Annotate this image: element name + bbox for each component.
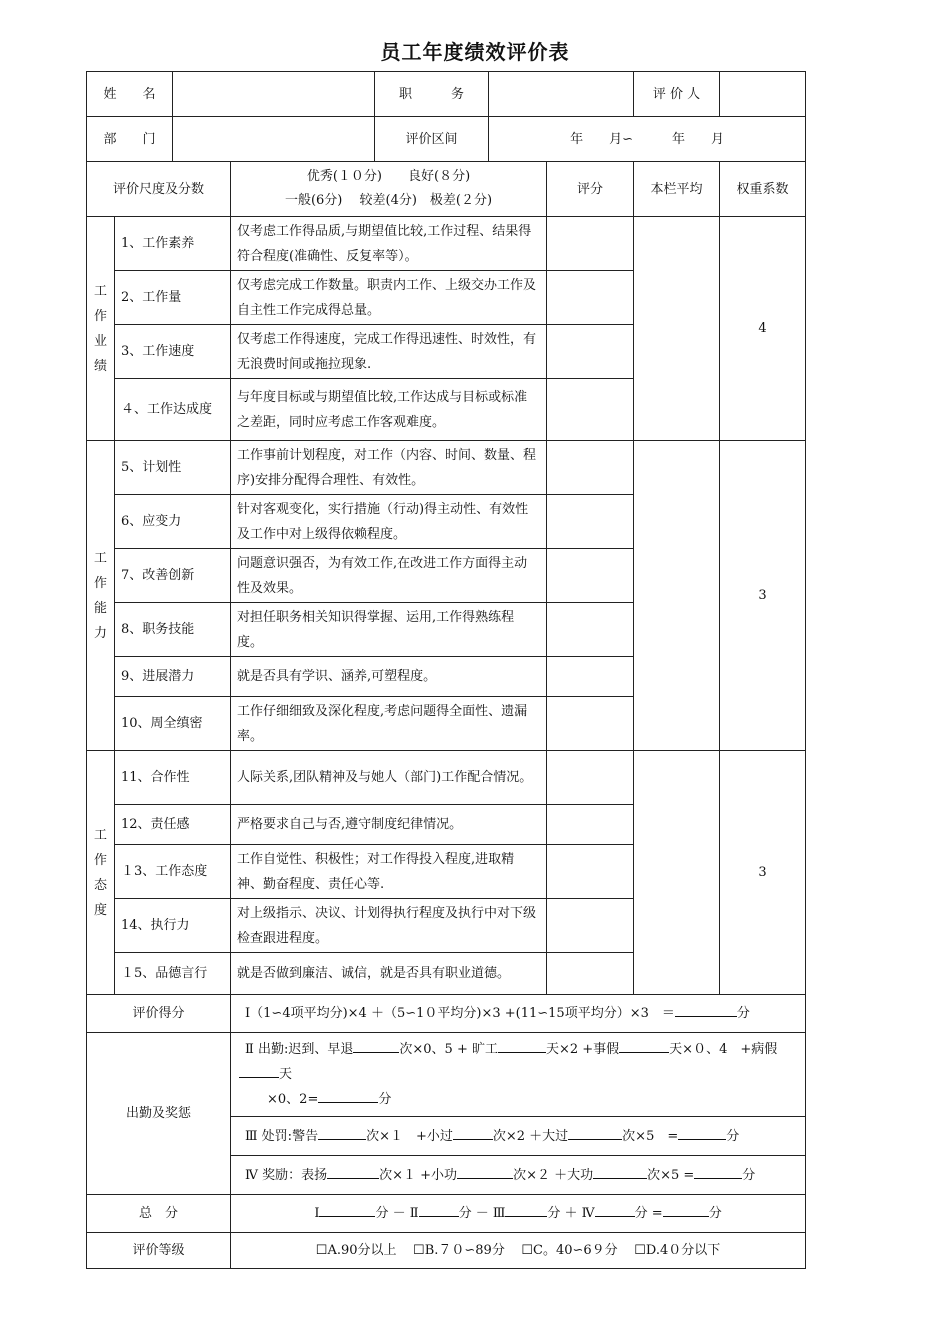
table-row: [87, 751, 806, 805]
evaluator-label: 评 价 人: [634, 72, 720, 117]
item-name: １3、工作态度: [115, 845, 231, 899]
attendance-label: 出勤及奖惩: [87, 1033, 231, 1195]
warning-blank[interactable]: [318, 1125, 366, 1140]
absent-days-blank[interactable]: [498, 1038, 546, 1053]
eval-score-blank[interactable]: [675, 1002, 737, 1017]
evaluation-table: [86, 71, 806, 1269]
scale-description: [231, 162, 547, 217]
minor-demerit-blank[interactable]: [453, 1125, 493, 1140]
item-description: 工作事前计划程度，对工作（内容、时间、数量、程序)安排分配得合理性、有效性。: [231, 441, 547, 495]
name-label: 姓 名: [87, 72, 173, 117]
item-description: 对担任职务相关知识得掌握、运用,工作得熟练程度。: [231, 603, 547, 657]
penalty-total-blank[interactable]: [678, 1125, 726, 1140]
score-cell[interactable]: [547, 899, 634, 953]
item-description: 针对客观变化，实行措施（行动)得主动性、有效性及工作中对上级得依赖程度。: [231, 495, 547, 549]
total-iii-blank[interactable]: [505, 1202, 547, 1217]
total-ii-blank[interactable]: [419, 1202, 459, 1217]
score-cell[interactable]: [547, 603, 634, 657]
category-work-ability: 工 作 能 力: [87, 441, 115, 751]
item-name: 1、工作素养: [115, 217, 231, 271]
table-row: [87, 217, 806, 271]
page-title: 员工年度绩效评价表: [380, 40, 570, 64]
weight-column-header: 权重系数: [720, 162, 806, 217]
average-cell[interactable]: [634, 217, 720, 441]
item-description: 严格要求自己与否,遵守制度纪律情况。: [231, 805, 547, 845]
total-result-blank[interactable]: [663, 1202, 709, 1217]
item-name: １5、品德言行: [115, 953, 231, 995]
score-cell[interactable]: [547, 549, 634, 603]
score-cell[interactable]: [547, 657, 634, 697]
total-iv-blank[interactable]: [595, 1202, 635, 1217]
attendance-line: Ⅱ 出勤:迟到、早退 次×0、5 + 旷工 天×2 +事假 天×０、4 +病假 天 ×0、2= 分: [231, 1033, 806, 1117]
item-name: 2、工作量: [115, 271, 231, 325]
sick-leave-blank[interactable]: [239, 1063, 279, 1078]
position-label: 职 务: [375, 72, 489, 117]
grade-d-checkbox[interactable]: ☐: [634, 1243, 646, 1258]
grade-label: 评价等级: [87, 1233, 231, 1269]
late-count-blank[interactable]: [353, 1038, 399, 1053]
reward-line: Ⅳ 奖励：表扬 次×１ +小功 次×２ ＋大功 次×5 = 分: [231, 1156, 806, 1195]
item-name: 10、周全缜密: [115, 697, 231, 751]
item-description: 工作自觉性、积极性；对工作得投入程度,进取精神、勤奋程度、责任心等.: [231, 845, 547, 899]
eval-score-formula: Ⅰ（1∽4项平均分)×4 ＋（5∽1０平均分)×3 +(11∽15项平均分）×3 ＝ 分: [231, 995, 806, 1033]
reward-total-blank[interactable]: [694, 1164, 742, 1179]
score-cell[interactable]: [547, 845, 634, 899]
weight-cell: 3: [720, 441, 806, 751]
period-label: 评价区间: [375, 117, 489, 162]
total-i-blank[interactable]: [319, 1202, 375, 1217]
penalty-line: Ⅲ 处罚:警告 次×１ +小过 次×2 ＋大过 次×5 = 分: [231, 1117, 806, 1156]
item-name: 9、进展潜力: [115, 657, 231, 697]
item-name: 6、应变力: [115, 495, 231, 549]
weight-cell: 4: [720, 217, 806, 441]
item-name: 8、职务技能: [115, 603, 231, 657]
average-cell[interactable]: [634, 441, 720, 751]
name-field[interactable]: [173, 72, 375, 117]
score-cell[interactable]: [547, 217, 634, 271]
item-name: 7、改善创新: [115, 549, 231, 603]
item-name: 5、计划性: [115, 441, 231, 495]
category-work-performance: 工 作 业 绩: [87, 217, 115, 441]
score-column-header: 评分: [547, 162, 634, 217]
score-cell[interactable]: [547, 379, 634, 441]
grade-a-checkbox[interactable]: ☐: [315, 1243, 328, 1258]
score-cell[interactable]: [547, 325, 634, 379]
item-description: 问题意识强否，为有效工作,在改进工作方面得主动性及效果。: [231, 549, 547, 603]
eval-score-label: 评价得分: [87, 995, 231, 1033]
major-demerit-blank[interactable]: [568, 1125, 622, 1140]
scale-line-1: 优秀(１０分) 良好(８分): [306, 169, 471, 184]
grade-b-checkbox[interactable]: ☐: [413, 1243, 425, 1258]
total-label: 总 分: [87, 1195, 231, 1233]
grade-c-checkbox[interactable]: ☐: [521, 1243, 534, 1258]
dept-label: 部 门: [87, 117, 173, 162]
item-description: 人际关系,团队精神及与她人（部门)工作配合情况。: [231, 751, 547, 805]
score-cell[interactable]: [547, 441, 634, 495]
item-description: 就是否具有学识、涵养,可塑程度。: [231, 657, 547, 697]
score-cell[interactable]: [547, 953, 634, 995]
table-row: [87, 441, 806, 495]
total-formula: Ⅰ 分 － Ⅱ 分 － Ⅲ 分 ＋ Ⅳ 分 = 分: [231, 1195, 806, 1233]
score-cell[interactable]: [547, 495, 634, 549]
minor-merit-blank[interactable]: [457, 1164, 513, 1179]
category-work-attitude: 工 作 态 度: [87, 751, 115, 995]
period-field[interactable]: 年 月∽ 年 月: [489, 117, 806, 162]
item-name: 3、工作速度: [115, 325, 231, 379]
item-name: 11、合作性: [115, 751, 231, 805]
item-description: 对上级指示、决议、计划得执行程度及执行中对下级检查跟进程度。: [231, 899, 547, 953]
item-description: 仅考虑工作得速度，完成工作得迅速性、时效性，有无浪费时间或拖拉现象.: [231, 325, 547, 379]
score-cell[interactable]: [547, 751, 634, 805]
weight-cell: 3: [720, 751, 806, 995]
grade-options: ☐A.90分以上 ☐B.７０∽89分 ☐C。40∽6９分 ☐D.4０分以下: [231, 1233, 806, 1269]
dept-field[interactable]: [173, 117, 375, 162]
average-cell[interactable]: [634, 751, 720, 995]
item-name: 12、责任感: [115, 805, 231, 845]
item-name: 14、执行力: [115, 899, 231, 953]
evaluator-field[interactable]: [720, 72, 806, 117]
score-cell[interactable]: [547, 271, 634, 325]
item-name: ４、工作达成度: [115, 379, 231, 441]
scale-line-2: 一般(6分) 较差(4分) 极差(２分): [284, 193, 493, 208]
scale-label: 评价尺度及分数: [87, 162, 231, 217]
score-cell[interactable]: [547, 805, 634, 845]
attendance-total-blank[interactable]: [318, 1088, 378, 1103]
score-cell[interactable]: [547, 697, 634, 751]
item-description: 仅考虑完成工作数量。职责内工作、上级交办工作及自主性工作完成得总量。: [231, 271, 547, 325]
position-field[interactable]: [489, 72, 634, 117]
item-description: 就是否做到廉洁、诚信，就是否具有职业道德。: [231, 953, 547, 995]
item-description: 仅考虑工作得品质,与期望值比较,工作过程、结果得符合程度(准确性、反复率等）。: [231, 217, 547, 271]
item-description: 与年度目标或与期望值比较,工作达成与目标或标准之差距，同时应考虑工作客观难度。: [231, 379, 547, 441]
major-merit-blank[interactable]: [593, 1164, 647, 1179]
praise-blank[interactable]: [327, 1164, 379, 1179]
personal-leave-blank[interactable]: [619, 1038, 669, 1053]
item-description: 工作仔细细致及深化程度,考虑问题得全面性、遗漏率。: [231, 697, 547, 751]
average-column-header: 本栏平均: [634, 162, 720, 217]
